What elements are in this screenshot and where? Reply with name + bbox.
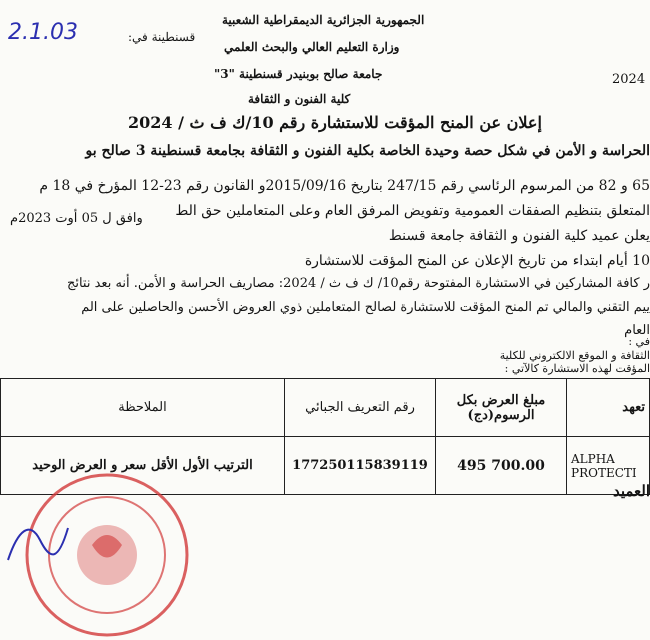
body-line: الثقافة و الموقع الالكتروني للكلية — [499, 349, 650, 362]
notice-title: إعلان عن المنح المؤقت للاستشارة رقم 10/ك ف ث / 2024 — [128, 113, 542, 132]
ministry-header: وزارة التعليم العالي والبحث العلمي — [224, 40, 400, 54]
cell-tax-id: 177250115839119 — [285, 437, 436, 495]
faculty-header: كلية الفنون و الثقافة — [248, 92, 351, 106]
body-line: ر كافة المشاركين في الاستشارة المفتوحة رقم10/ ك ف ث / 2024: مصاريف الحراسة و الأمن. أنه بعد نتائج — [66, 276, 650, 291]
header-amount: مبلغ العرض بكل الرسوم(دج) — [436, 379, 567, 437]
body-line: العام — [624, 323, 650, 338]
cell-note: الترتيب الأول الأقل سعر و العرض الوحيد — [1, 437, 285, 495]
body-line: في : — [628, 335, 650, 348]
cell-company: ALPHA PROTECTI — [567, 437, 650, 495]
republic-header: الجمهورية الجزائرية الديمقراطية الشعبية — [222, 13, 425, 27]
body-line: المؤقت لهذه الاستشارة كالآتي : — [504, 362, 650, 375]
header-company: تعهد — [567, 379, 650, 437]
body-line: يعلن عميد كلية الفنون و الثقافة جامعة قسنط — [388, 228, 650, 244]
city-date-label: قسنطينة في: — [128, 30, 196, 44]
header-tax-id: رقم التعريف الجبائي — [285, 379, 436, 437]
university-header: جامعة صالح بوبنيدر قسنطينة "3" — [214, 67, 383, 81]
body-line: 10 أيام ابتداء من تاريخ الإعلان عن المنح المؤقت للاستشارة — [304, 253, 650, 269]
dean-label: العميد — [612, 482, 650, 500]
body-line: 65 و 82 من المرسوم الرئاسي رقم 247/15 بتاريخ 2015/09/16و القانون رقم 23-12 المؤرخ في 18 م — [39, 178, 650, 194]
cell-amount: 495 700.00 — [436, 437, 567, 495]
notice-subtitle: الحراسة و الأمن في شكل حصة وحيدة الخاصة بكلية الفنون و الثقافة بجامعة قسنطينة 3 صالح بو — [85, 143, 650, 159]
body-line: ييم التقني والمالي تم المنح المؤقت للاستشارة لصالح المتعاملين ذوي العروض الأحسن والحاصلين على الم — [81, 300, 650, 315]
body-line: وافق ل 05 أوت 2023م — [10, 211, 143, 226]
header-note: الملاحظة — [1, 379, 285, 437]
handwritten-date: 2.1.03 — [8, 20, 78, 45]
reference-year: 2024 — [612, 72, 646, 87]
signature — [0, 510, 80, 570]
body-line: المتعلق بتنظيم الصفقات العمومية وتفويض المرفق العام وعلى المتعاملين حق الط — [175, 203, 650, 219]
